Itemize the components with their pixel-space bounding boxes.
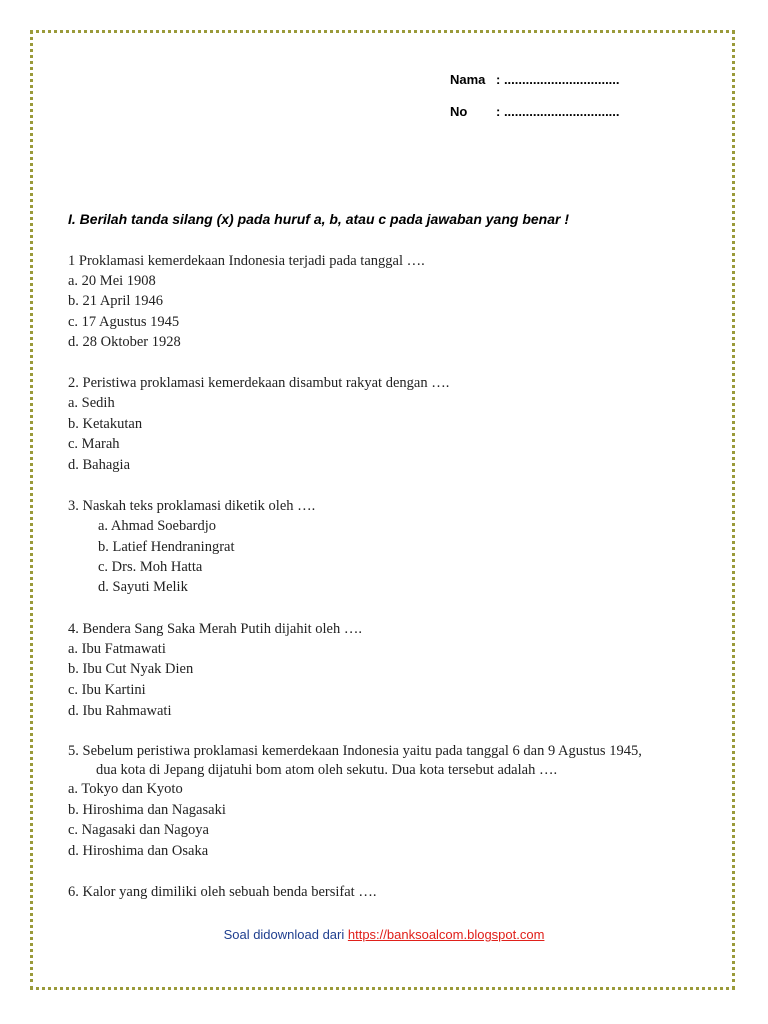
question-5-option-a: a. Tokyo dan Kyoto: [68, 781, 183, 797]
question-5-text: 5. Sebelum peristiwa proklamasi kemerdekaan Indonesia yaitu pada tanggal 6 dan 9 Agustus 1945,: [68, 743, 642, 759]
question-5-option-b: b. Hiroshima dan Nagasaki: [68, 802, 226, 818]
question-4-text: 4. Bendera Sang Saka Merah Putih dijahit oleh ….: [68, 621, 362, 637]
question-2-option-d: d. Bahagia: [68, 457, 131, 473]
question-4-option-a: a. Ibu Fatmawati: [68, 641, 166, 657]
question-3-option-d: d. Sayuti Melik: [98, 579, 188, 595]
question-1-text: 1 Proklamasi kemerdekaan Indonesia terjadi pada tanggal ….: [68, 253, 425, 269]
no-label: No: [450, 104, 468, 119]
footer-prefix: Soal didownload dari: [223, 927, 348, 942]
question-3-option-a: a. Ahmad Soebardjo: [98, 518, 216, 534]
question-4-option-c: c. Ibu Kartini: [68, 682, 146, 698]
question-5-option-d: d. Hiroshima dan Osaka: [68, 843, 209, 859]
instruction-heading: I. Berilah tanda silang (x) pada huruf a, b, atau c pada jawaban yang benar !: [68, 211, 569, 227]
question-4-option-b: b. Ibu Cut Nyak Dien: [68, 661, 194, 677]
header-nama: [450, 72, 620, 87]
nama-label: Nama: [450, 72, 486, 87]
question-1-option-a: a. 20 Mei 1908: [68, 273, 156, 289]
question-4-option-d: d. Ibu Rahmawati: [68, 703, 172, 719]
question-1-option-d: d. 28 Oktober 1928: [68, 334, 181, 350]
header-no: [450, 104, 620, 119]
question-5-text-continued: dua kota di Jepang dijatuhi bom atom oleh sekutu. Dua kota tersebut adalah ….: [96, 762, 558, 778]
question-3-option-b: b. Latief Hendraningrat: [98, 539, 235, 555]
question-1-option-b: b. 21 April 1946: [68, 293, 164, 309]
question-5-option-c: c. Nagasaki dan Nagoya: [68, 822, 209, 838]
question-3-text: 3. Naskah teks proklamasi diketik oleh ….: [68, 498, 316, 514]
question-1-option-c: c. 17 Agustus 1945: [68, 314, 180, 330]
question-2-text: 2. Peristiwa proklamasi kemerdekaan disambut rakyat dengan ….: [68, 375, 450, 391]
question-2-option-a: a. Sedih: [68, 395, 115, 411]
question-2-option-b: b. Ketakutan: [68, 416, 143, 432]
question-3-option-c: c. Drs. Moh Hatta: [98, 559, 203, 575]
nama-value: : ................................: [496, 72, 620, 87]
question-2-option-c: c. Marah: [68, 436, 120, 452]
footer-link[interactable]: https://banksoalcom.blogspot.com: [347, 927, 545, 942]
question-6-text: 6. Kalor yang dimiliki oleh sebuah benda bersifat ….: [68, 884, 377, 900]
footer-source: [0, 927, 768, 942]
no-value: : ................................: [496, 104, 620, 119]
